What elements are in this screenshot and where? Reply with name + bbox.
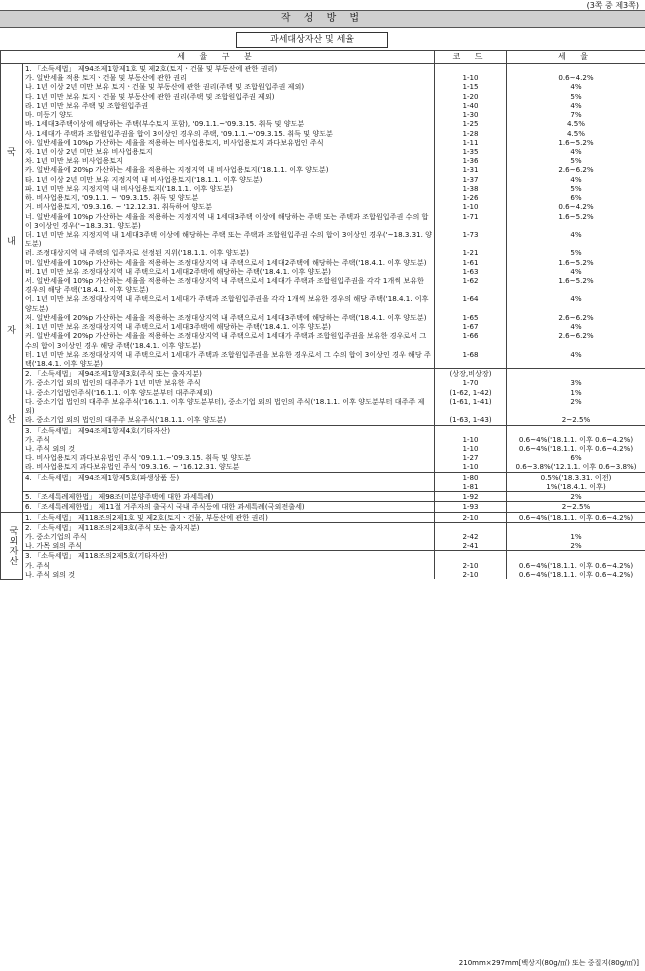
row-description: 라. 중소기업 외의 법인의 대주주 보유주식('18.1.1. 이후 양도분) bbox=[23, 415, 435, 425]
table-row bbox=[1, 350, 645, 369]
row-code: 1-31 bbox=[435, 165, 507, 174]
row-code: (상장,비상장) bbox=[435, 369, 507, 379]
row-code: 1-64 bbox=[435, 294, 507, 312]
row-description: 커. 일반세율에 20%p 가산하는 세율을 적용하는 조정대상지역 내 주택으로서 1세대가 주택과 조합원입주권을 보유한 경우로서 그 수의 합이 3이상인 경우 해당 주택('18.4.1. 이후 양도분) bbox=[23, 331, 435, 349]
row-rate: 1.6~5.2% bbox=[507, 276, 645, 294]
table-row bbox=[1, 512, 645, 522]
row-rate: 0.6~4%('18.1.1. 이후 0.6~4.2%) bbox=[507, 512, 645, 522]
row-rate: 2~2.5% bbox=[507, 415, 645, 425]
row-description: 4. 「소득세법」 제94조제1항제5호(파생상품 등) bbox=[23, 472, 435, 482]
row-rate: 1.6~5.2% bbox=[507, 258, 645, 267]
row-rate: 6% bbox=[507, 453, 645, 462]
row-rate: 4% bbox=[507, 101, 645, 110]
row-description: 3. 「소득세법」 제94조제1항제4호(기타자산) bbox=[23, 425, 435, 435]
row-rate bbox=[507, 425, 645, 435]
row-rate: 4% bbox=[507, 322, 645, 331]
row-code: 1-35 bbox=[435, 147, 507, 156]
row-description: 터. 1년 미만 보유 조정대상지역 내 주택으로서 1세대가 주택과 조합원입주권을 보유한 경우로서 그 수의 합이 3이상인 경우 해당 주택('18.4.1. 이후 양도분) bbox=[23, 350, 435, 369]
paper-spec-footer: 210mm×297mm[백상지(80g/㎡) 또는 중질지(80g/㎡)] bbox=[458, 959, 639, 967]
table-row bbox=[1, 294, 645, 312]
row-rate: 0.6~4%('18.1.1. 이후 0.6~4.2%) bbox=[507, 435, 645, 444]
table-row bbox=[1, 248, 645, 257]
row-code: 1-10 bbox=[435, 73, 507, 82]
row-rate bbox=[507, 551, 645, 561]
row-code: 1-27 bbox=[435, 453, 507, 462]
table-row bbox=[1, 435, 645, 444]
table-row bbox=[1, 561, 645, 570]
row-code: 1-20 bbox=[435, 92, 507, 101]
row-description: 차. 1년 미만 보유 비사업용토지 bbox=[23, 156, 435, 165]
row-rate: 1% bbox=[507, 388, 645, 397]
table-row bbox=[1, 444, 645, 453]
table-row bbox=[1, 415, 645, 425]
row-rate: 2% bbox=[507, 492, 645, 502]
table-row bbox=[1, 313, 645, 322]
row-code: 1-36 bbox=[435, 156, 507, 165]
table-row bbox=[1, 541, 645, 551]
table-row bbox=[1, 230, 645, 248]
table-row bbox=[1, 551, 645, 561]
table-row bbox=[1, 453, 645, 462]
row-code: 1-11 bbox=[435, 138, 507, 147]
row-code: 1-66 bbox=[435, 331, 507, 349]
row-code: 1-37 bbox=[435, 175, 507, 184]
table-row bbox=[1, 101, 645, 110]
table-row bbox=[1, 165, 645, 174]
row-description: 마. 미등기 양도 bbox=[23, 110, 435, 119]
row-description: 더. 1년 미만 보유 지정지역 내 1세대3주택 이상에 해당하는 주택 또는 주택과 조합원입주권 수의 합이 3이상인 경우('~18.3.31. 양도분) bbox=[23, 230, 435, 248]
table-row bbox=[1, 397, 645, 415]
table-row bbox=[1, 369, 645, 379]
row-code: 2-41 bbox=[435, 541, 507, 551]
row-rate: 0.6~4.2% bbox=[507, 73, 645, 82]
row-code: 1-80 bbox=[435, 472, 507, 482]
row-rate: 2% bbox=[507, 397, 645, 415]
row-description: 가. 주식 bbox=[23, 435, 435, 444]
row-rate: 0.6~4%('18.1.1. 이후 0.6~4.2%) bbox=[507, 570, 645, 579]
row-description: 머. 일반세율에 10%p 가산하는 세율을 적용하는 조정대상지역 내 주택으로서 1세대2주택에 해당하는 주택('18.4.1. 이후 양도분) bbox=[23, 258, 435, 267]
row-description: 버. 1년 미만 보유 조정대상지역 내 주택으로서 1세대2주택에 해당하는 주택('18.4.1. 이후 양도분) bbox=[23, 267, 435, 276]
row-code: 2-10 bbox=[435, 512, 507, 522]
table-row bbox=[1, 276, 645, 294]
row-description: 다. 1년 미만 보유 토지ㆍ건물 및 부동산에 관한 권리(주택 및 조합원입주권 제외) bbox=[23, 92, 435, 101]
column-header-rate: 세 율 bbox=[507, 51, 645, 64]
row-code: 1-28 bbox=[435, 129, 507, 138]
row-code: 2-10 bbox=[435, 570, 507, 579]
row-rate: 4% bbox=[507, 147, 645, 156]
row-description: 가. 주식 bbox=[23, 561, 435, 570]
row-description: 가. 중소기업 외의 법인의 대주주가 1년 미만 보유한 주식 bbox=[23, 378, 435, 387]
table-row bbox=[1, 462, 645, 472]
row-rate: 2.6~6.2% bbox=[507, 165, 645, 174]
row-rate: 6% bbox=[507, 193, 645, 202]
row-description: 나. 중소기업법인주식('16.1.1. 이후 양도분부터 대주주제외) bbox=[23, 388, 435, 397]
row-rate: 0.6~4%('18.1.1. 이후 0.6~4.2%) bbox=[507, 561, 645, 570]
row-description: 거. 비사업용토지, '09.3.16. ~ '12.12.31. 취득하여 양도분 bbox=[23, 202, 435, 211]
row-description: 3. 「소득세법」 제118조의2제5호(기타자산) bbox=[23, 551, 435, 561]
row-code: 1-67 bbox=[435, 322, 507, 331]
row-rate: 0.6~3.8%('12.1.1. 이후 0.6~3.8%) bbox=[507, 462, 645, 472]
row-description: 러. 조정대상지역 내 주택의 입주자로 선정된 지위('18.1.1. 이후 양도분) bbox=[23, 248, 435, 257]
table-row bbox=[1, 147, 645, 156]
row-code: (1-62, 1-42) bbox=[435, 388, 507, 397]
row-description: 라. 비사업용토지 과다보유법인 주식 '09.3.16. ~ '16.12.31. 양도분 bbox=[23, 462, 435, 472]
row-rate: 1% bbox=[507, 532, 645, 541]
row-rate: 4% bbox=[507, 82, 645, 91]
row-rate: 3% bbox=[507, 378, 645, 387]
row-rate: 4% bbox=[507, 267, 645, 276]
row-rate: 4% bbox=[507, 230, 645, 248]
row-code: 1-93 bbox=[435, 502, 507, 512]
row-rate: 4.5% bbox=[507, 119, 645, 128]
page-counter: (3쪽 중 제3쪽) bbox=[586, 1, 639, 10]
row-rate: 0.5%('18.3.31. 이전) bbox=[507, 472, 645, 482]
row-description: 가. 일반세율 적용 토지ㆍ건물 및 부동산에 관한 권리 bbox=[23, 73, 435, 82]
table-row bbox=[1, 202, 645, 211]
row-description: 서. 일반세율에 10%p 가산하는 세율을 적용하는 조정대상지역 내 주택으로서 1세대가 주택과 조합원입주권을 각각 1개씩 보유한 경우의 해당 주택('18.4.1. 이후 양도분) bbox=[23, 276, 435, 294]
side-label-domestic: 국 내 자 산 bbox=[1, 64, 23, 513]
row-code: 1-92 bbox=[435, 492, 507, 502]
row-description: 다. 비사업용토지 과다보유법인 주식 '09.1.1.~'09.3.15. 취득 및 양도분 bbox=[23, 453, 435, 462]
table-row bbox=[1, 138, 645, 147]
side-label-foreign: 국외자산 bbox=[1, 512, 23, 579]
table-row bbox=[1, 184, 645, 193]
table-row bbox=[1, 110, 645, 119]
table-row bbox=[1, 64, 645, 74]
row-rate: 4% bbox=[507, 350, 645, 369]
table-row bbox=[1, 82, 645, 91]
row-code: 1-81 bbox=[435, 482, 507, 492]
row-code: 1-21 bbox=[435, 248, 507, 257]
table-row bbox=[1, 482, 645, 492]
table-row bbox=[1, 532, 645, 541]
row-rate: 1.6~5.2% bbox=[507, 138, 645, 147]
row-description: 다. 중소기업 법인의 대주주 보유주식('16.1.1. 이후 양도분부터), 중소기업 외의 법인의 주식('18.1.1. 이후 양도분부터 대주주 제외) bbox=[23, 397, 435, 415]
row-description: 가. 중소기업의 주식 bbox=[23, 532, 435, 541]
row-code: 1-65 bbox=[435, 313, 507, 322]
row-rate: 2~2.5% bbox=[507, 502, 645, 512]
row-code: 1-61 bbox=[435, 258, 507, 267]
table-row bbox=[1, 175, 645, 184]
row-description: 라. 1년 미만 보유 주택 및 조합원입주권 bbox=[23, 101, 435, 110]
row-description: 저. 일반세율에 20%p 가산하는 세율을 적용하는 조정대상지역 내 주택으로서 1세대3주택에 해당하는 주택('18.4.1. 이후 양도분) bbox=[23, 313, 435, 322]
table-row bbox=[1, 378, 645, 387]
row-description: 6. 「조세특례제한법」 제11절 거주자의 출국시 국내 주식등에 대한 과세특례(국외전출세) bbox=[23, 502, 435, 512]
row-rate: 4.5% bbox=[507, 129, 645, 138]
tax-rate-table bbox=[0, 50, 645, 580]
row-code: 1-63 bbox=[435, 267, 507, 276]
table-row bbox=[1, 331, 645, 349]
row-code: 1-15 bbox=[435, 82, 507, 91]
row-code: 1-10 bbox=[435, 202, 507, 211]
table-body bbox=[1, 64, 645, 580]
row-description: 사. 1세대가 주택과 조합원입주권을 합이 3이상인 경우의 주택, '09.1.1.~'09.3.15. 취득 및 양도분 bbox=[23, 129, 435, 138]
row-description: 타. 1년 이상 2년 미만 보유 지정지역 내 비사업용토지('18.1.1. 이후 양도분) bbox=[23, 175, 435, 184]
row-code bbox=[435, 64, 507, 74]
table-row bbox=[1, 258, 645, 267]
row-rate: 5% bbox=[507, 156, 645, 165]
row-description: 1. 「소득세법」 제94조제1항제1호 및 제2호(토지ㆍ건물 및 부동산에 관한 권리) bbox=[23, 64, 435, 74]
row-rate: 2.6~6.2% bbox=[507, 313, 645, 322]
row-rate: 1.6~5.2% bbox=[507, 212, 645, 230]
row-description: 카. 일반세율에 20%p 가산하는 세율을 적용하는 지정지역 내 비사업용토지('18.1.1. 이후 양도분) bbox=[23, 165, 435, 174]
row-code bbox=[435, 425, 507, 435]
row-rate: 0.6~4.2% bbox=[507, 202, 645, 211]
table-row bbox=[1, 267, 645, 276]
row-description: 아. 일반세율에 10%p 가산하는 세율을 적용하는 비사업용토지, 비사업용토지 과다보유법인 주식 bbox=[23, 138, 435, 147]
row-rate: 5% bbox=[507, 184, 645, 193]
row-code bbox=[435, 522, 507, 532]
row-description bbox=[23, 482, 435, 492]
row-description: 너. 일반세율에 10%p 가산하는 세율을 적용하는 지정지역 내 1세대3주택 이상에 해당하는 주택 또는 주택과 조합원입주권 수의 합이 3이상인 경우('~18.3.31. 양도분) bbox=[23, 212, 435, 230]
table-row bbox=[1, 388, 645, 397]
row-description: 하. 비사업용토지, '09.1.1. ~ '09.3.15. 취득 및 양도분 bbox=[23, 193, 435, 202]
row-description: 5. 「조세특례제한법」 제98조(미분양주택에 대한 과세특례) bbox=[23, 492, 435, 502]
row-description: 자. 1년 이상 2년 미만 보유 비사업용토지 bbox=[23, 147, 435, 156]
section-title: 작 성 방 법 bbox=[0, 10, 645, 28]
row-rate: 4% bbox=[507, 175, 645, 184]
row-rate: 4% bbox=[507, 294, 645, 312]
row-rate: 2% bbox=[507, 541, 645, 551]
row-code: 1-25 bbox=[435, 119, 507, 128]
row-code: 1-38 bbox=[435, 184, 507, 193]
row-description: 나. 1년 이상 2년 미만 보유 토지ㆍ건물 및 부동산에 관한 권리(주택 및 조합원입주권 제외) bbox=[23, 82, 435, 91]
table-row bbox=[1, 212, 645, 230]
row-rate: 5% bbox=[507, 248, 645, 257]
row-description: 1. 「소득세법」 제118조의2제1호 및 제2호(토지ㆍ건물, 부동산에 관한 권리) bbox=[23, 512, 435, 522]
column-header-category: 세 율 구 분 bbox=[1, 51, 435, 64]
row-code: 1-71 bbox=[435, 212, 507, 230]
row-code: 1-10 bbox=[435, 435, 507, 444]
row-rate: 5% bbox=[507, 92, 645, 101]
row-description: 파. 1년 미만 보유 지정지역 내 비사업용토지('18.1.1. 이후 양도분) bbox=[23, 184, 435, 193]
row-code: (1-63, 1-43) bbox=[435, 415, 507, 425]
row-rate bbox=[507, 522, 645, 532]
row-code: 1-40 bbox=[435, 101, 507, 110]
row-code: (1-61, 1-41) bbox=[435, 397, 507, 415]
row-description: 2. 「소득세법」 제94조제1항제3호(주식 또는 출자지분) bbox=[23, 369, 435, 379]
row-description: 2. 「소득세법」 제118조의2제3호(주식 또는 출자지분) bbox=[23, 522, 435, 532]
table-row bbox=[1, 92, 645, 101]
row-description: 나. 주식 외의 것 bbox=[23, 444, 435, 453]
row-code: 1-26 bbox=[435, 193, 507, 202]
row-description: 처. 1년 미만 보유 조정대상지역 내 주택으로서 1세대3주택에 해당하는 주택('18.4.1. 이후 양도분) bbox=[23, 322, 435, 331]
row-rate: 0.6~4%('18.1.1. 이후 0.6~4.2%) bbox=[507, 444, 645, 453]
table-subtitle: 과세대상자산 및 세율 bbox=[236, 32, 388, 48]
table-row bbox=[1, 502, 645, 512]
row-description: 나. 가목 외의 주식 bbox=[23, 541, 435, 551]
row-code: 1-73 bbox=[435, 230, 507, 248]
table-row bbox=[1, 522, 645, 532]
row-rate bbox=[507, 64, 645, 74]
row-code: 1-10 bbox=[435, 444, 507, 453]
table-row bbox=[1, 322, 645, 331]
table-row bbox=[1, 570, 645, 579]
table-row bbox=[1, 193, 645, 202]
row-description: 어. 1년 미만 보유 조정대상지역 내 주택으로서 1세대가 주택과 조합원입주권을 각각 1개씩 보유한 경우의 해당 주택('18.4.1. 이후 양도분) bbox=[23, 294, 435, 312]
table-row bbox=[1, 119, 645, 128]
row-code bbox=[435, 551, 507, 561]
row-rate: 1%('18.4.1. 이후) bbox=[507, 482, 645, 492]
table-row bbox=[1, 472, 645, 482]
row-code: 1-10 bbox=[435, 462, 507, 472]
row-code: 1-30 bbox=[435, 110, 507, 119]
row-code: 2-42 bbox=[435, 532, 507, 541]
row-rate: 2.6~6.2% bbox=[507, 331, 645, 349]
row-code: 2-10 bbox=[435, 561, 507, 570]
table-row bbox=[1, 156, 645, 165]
row-description: 나. 주식 외의 것 bbox=[23, 570, 435, 579]
row-code: 1-62 bbox=[435, 276, 507, 294]
column-header-code: 코 드 bbox=[435, 51, 507, 64]
table-row bbox=[1, 73, 645, 82]
row-code: 1-68 bbox=[435, 350, 507, 369]
row-rate bbox=[507, 369, 645, 379]
row-code: 1-70 bbox=[435, 378, 507, 387]
row-rate: 7% bbox=[507, 110, 645, 119]
table-row bbox=[1, 492, 645, 502]
table-row bbox=[1, 129, 645, 138]
table-row bbox=[1, 425, 645, 435]
row-description: 바. 1세대3주택이상에 해당하는 주택(부수토지 포함), '09.1.1.~'09.3.15. 취득 및 양도분 bbox=[23, 119, 435, 128]
